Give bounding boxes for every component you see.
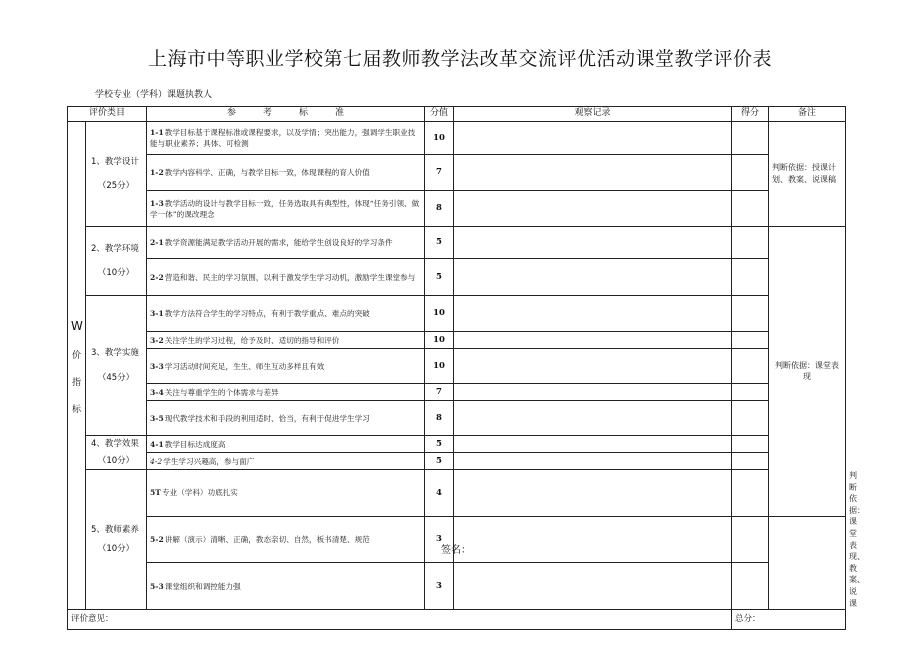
category-points: （10分）: [97, 455, 135, 466]
points-cell: 3: [425, 516, 454, 563]
observation-cell[interactable]: [454, 259, 732, 296]
table-row: [68, 453, 846, 470]
criterion-cell: [147, 122, 425, 155]
criterion-code: 4-1: [150, 439, 164, 449]
table-row: [68, 563, 846, 610]
observation-cell[interactable]: [454, 349, 732, 384]
comment-label: 评价意见：: [71, 614, 114, 625]
criterion-text: 教学资源能满足教学活动开展的需求，能给学生创设良好的学习条件: [164, 238, 393, 247]
category-num: 3、: [91, 348, 105, 359]
score-cell[interactable]: [732, 155, 769, 191]
points-cell: 5: [425, 453, 454, 470]
score-cell[interactable]: [732, 516, 769, 563]
points-cell: 10: [425, 296, 454, 332]
criterion-code: 1-2: [150, 168, 164, 177]
score-cell[interactable]: [732, 401, 769, 436]
observation-cell[interactable]: [454, 227, 732, 259]
table-row: 5、教师素养 （10分） 5T专业（学科）功底扎实 4 判断依据：课堂表现、教案、说课: [68, 470, 846, 517]
header-category: 评价类目: [68, 107, 147, 122]
category-points: （10分）: [97, 543, 135, 554]
vertical-label: [68, 122, 86, 610]
criterion-cell: [147, 516, 425, 563]
criterion-code: 3-2: [150, 335, 164, 345]
criterion-text: 学习活动时间充足，生生、师生互动多样且有效: [164, 361, 325, 371]
criterion-cell: [147, 296, 425, 332]
criterion-text: 专业（学科）功底扎实: [161, 488, 238, 498]
category-name: 教学设计: [104, 156, 139, 167]
category-points: （45分）: [97, 372, 135, 383]
category-cell: [86, 122, 147, 227]
category-name: 教师素养: [104, 525, 139, 536]
table-row: [68, 349, 846, 384]
vertical-label-char: 价: [71, 350, 81, 361]
signature-label: 签名：: [441, 545, 471, 556]
category-cell: [86, 296, 147, 436]
remarks-cell: 判断依据：授课计划、教案、说课稿: [769, 122, 846, 227]
form-title: 上海市中等职业学校第七届教师教学法改革交流评优活动课堂教学评价表: [147, 48, 772, 70]
header-score: 得分: [732, 107, 769, 122]
criterion-text: 教学内容科学、正确，与教学目标一致，体现课程的育人价值: [164, 168, 370, 177]
category-name: 教学效果: [104, 439, 139, 450]
table-row: [68, 332, 846, 349]
score-cell[interactable]: [732, 563, 769, 610]
criterion-code: 5-3: [150, 581, 164, 591]
criterion-code: 3-5: [150, 413, 164, 423]
observation-cell[interactable]: [454, 332, 732, 349]
category-points: （10分）: [97, 268, 135, 278]
score-cell[interactable]: [732, 436, 769, 453]
observation-cell[interactable]: [454, 191, 732, 227]
category-name: 教学实施: [104, 348, 139, 359]
points-cell: 10: [425, 349, 454, 384]
points-cell: 3: [425, 563, 454, 610]
observation-cell[interactable]: [454, 401, 732, 436]
observation-cell[interactable]: [454, 296, 732, 332]
criterion-text: 学生学习兴趣高，参与面广: [163, 456, 255, 466]
points-cell: 7: [425, 155, 454, 191]
score-cell[interactable]: [732, 122, 769, 155]
category-cell: [86, 227, 147, 296]
criterion-cell: [147, 227, 425, 259]
points-cell: 10: [425, 122, 454, 155]
table-row: [68, 296, 846, 332]
criterion-text: 营造和谐、民主的学习氛围，以利于激发学生学习动机，激励学生课堂参与: [164, 272, 416, 282]
points-cell: 5: [425, 436, 454, 453]
observation-cell[interactable]: [454, 563, 732, 610]
table-row: [68, 384, 846, 401]
criterion-code: 1-1: [150, 128, 164, 137]
vertical-label-char: W: [71, 319, 83, 334]
score-cell[interactable]: [732, 227, 769, 259]
criterion-cell: [147, 384, 425, 401]
category-name: 教学环境: [104, 243, 139, 254]
score-cell[interactable]: [732, 259, 769, 296]
criterion-text: 关注学生的学习过程，给予及时、适切的指导和评价: [164, 335, 340, 345]
criterion-cell: [147, 436, 425, 453]
criterion-cell: [147, 155, 425, 191]
points-cell: 8: [425, 191, 454, 227]
category-cell: [86, 470, 147, 610]
score-cell[interactable]: [732, 470, 769, 517]
observation-cell[interactable]: [454, 122, 732, 155]
table-row: [68, 436, 846, 453]
category-points: （25分）: [97, 181, 135, 191]
score-cell[interactable]: [732, 349, 769, 384]
header-observation: 观察记录: [454, 107, 732, 122]
criterion-code: 3-1: [150, 309, 164, 318]
table-row: [68, 155, 846, 191]
header-row: [68, 107, 846, 122]
criterion-cell: [147, 332, 425, 349]
table-row: [68, 401, 846, 436]
category-cell: [86, 436, 147, 470]
observation-cell[interactable]: [454, 516, 732, 563]
school-info-line: 学校专业（学科）课题执教人: [95, 90, 213, 100]
criterion-cell: [147, 191, 425, 227]
total-label: 总分：: [735, 614, 761, 625]
criterion-cell: [147, 453, 425, 470]
category-num: 5、: [91, 525, 105, 536]
observation-cell[interactable]: [454, 453, 732, 470]
comment-field[interactable]: [68, 610, 732, 630]
criterion-code: 3-4: [150, 387, 164, 397]
criterion-code: 5-2: [150, 535, 164, 545]
vertical-label-char: 标: [71, 404, 81, 415]
criterion-text: 关注与尊重学生的个体需求与差异: [164, 387, 279, 397]
criterion-code: 2-1: [150, 238, 164, 247]
points-cell: 5: [425, 259, 454, 296]
observation-cell[interactable]: [454, 470, 732, 517]
criterion-cell: [147, 259, 425, 296]
score-cell[interactable]: [732, 453, 769, 470]
header-standard: 参 考 标 准: [147, 107, 425, 122]
criterion-code: 1-3: [150, 198, 164, 208]
header-points: 分值: [425, 107, 454, 122]
total-field[interactable]: [732, 610, 846, 630]
category-num: 4、: [91, 439, 105, 450]
score-cell[interactable]: [732, 296, 769, 332]
score-cell[interactable]: [732, 384, 769, 401]
vertical-label-char: 指: [71, 377, 81, 388]
points-cell: 8: [425, 401, 454, 436]
footer-row: [68, 610, 846, 630]
criterion-cell: [147, 401, 425, 436]
criterion-text: 教学活动的设计与教学目标一致，任务选取具有典型性，体现“任务引领、做学一体”的课改理念: [150, 198, 420, 219]
criterion-cell: [147, 563, 425, 610]
remarks-cell: 判断依据：课堂表现: [769, 227, 846, 517]
score-cell[interactable]: [732, 191, 769, 227]
criterion-code: 2-2: [150, 272, 164, 282]
criterion-text: 讲解（演示）清晰、正确，教态亲切、自然，板书清楚、规范: [164, 535, 370, 545]
points-cell: 5: [425, 227, 454, 259]
table-row: [68, 122, 846, 155]
category-num: 2、: [91, 243, 105, 254]
points-cell: 10: [425, 332, 454, 349]
table-row: [68, 227, 846, 259]
header-remarks: 备注: [769, 107, 846, 122]
criterion-code: 5T: [150, 488, 161, 498]
criterion-text: 教学方法符合学生的学习特点，有利于教学重点、难点的突破: [164, 309, 370, 318]
observation-cell[interactable]: [454, 155, 732, 191]
criterion-cell: [147, 470, 425, 517]
observation-cell[interactable]: [454, 384, 732, 401]
score-cell[interactable]: [732, 332, 769, 349]
points-cell: 7: [425, 384, 454, 401]
table-row: [68, 259, 846, 296]
table-row: [68, 191, 846, 227]
observation-cell[interactable]: [454, 436, 732, 453]
criterion-code: 3-3: [150, 361, 164, 371]
points-cell: 4: [425, 470, 454, 517]
criterion-text: 现代教学技术和手段的利用适时、恰当，有利于促进学生学习: [164, 413, 370, 423]
criterion-text: 教学目标达成度高: [164, 439, 226, 449]
criterion-cell: [147, 349, 425, 384]
criterion-code: 4-2: [150, 456, 163, 466]
criterion-text: 教学目标基于课程标准或课程要求，以及学情；突出能力，强调学生职业技能与职业素养；具体、可检测: [150, 128, 416, 148]
criterion-text: 课堂组织和调控能力强: [164, 581, 241, 591]
category-num: 1、: [91, 156, 105, 167]
